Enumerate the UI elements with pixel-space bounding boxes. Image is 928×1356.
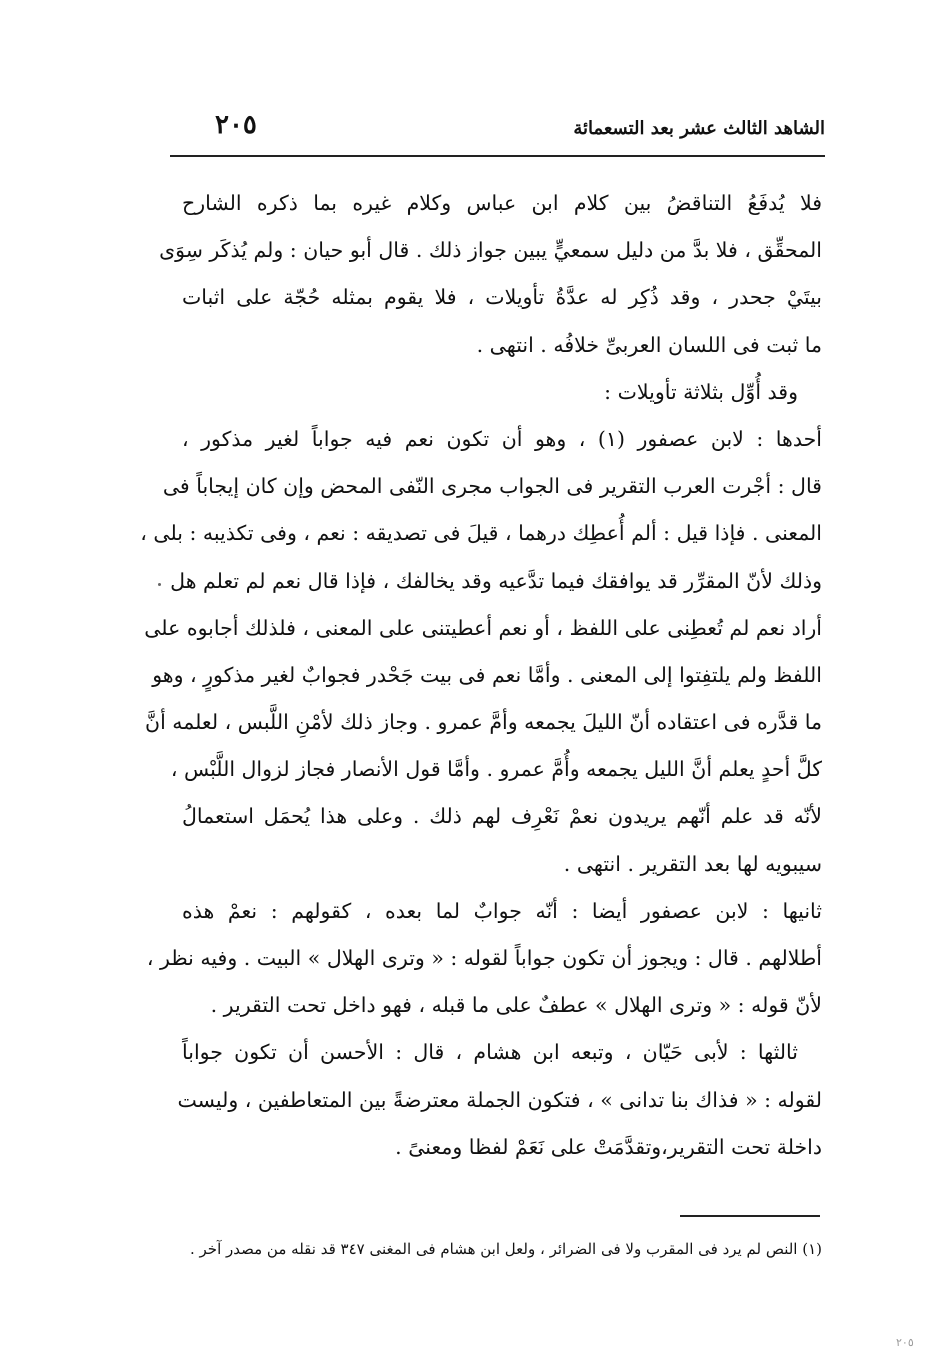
text-line: قال : أجْرت العرب التقرير فى الجواب مجرى النّفى المحض وإن كان إيجاباً فى — [162, 474, 822, 499]
text-line: لقوله : « فذاك بنا تدانى » ، فتكون الجملة معترضةً بين المتعاطفين ، وليست — [177, 1087, 822, 1112]
text-line: ثالثها : لأبى حَيّان ، وتبعه ابن هشام ، قال : الأحسن أن تكون جواباً — [182, 1040, 798, 1065]
text-line: فلا يُدفَعُ التناقضُ بين كلام ابن عباس وكلام غيره بما ذكره الشارح — [182, 191, 822, 215]
header-rule — [170, 155, 825, 157]
running-head — [170, 108, 825, 148]
text-line: أراد نعم لم تُعطِنى على اللفظ ، أو نعم أعطيتنى على المعنى ، فلذلك أجابوه على — [144, 615, 822, 640]
text-line: ثانيها : لابن عصفور أيضا : أنّه جوابٌ لما بعده ، كقولهم : نعمْ هذه — [182, 898, 822, 923]
text-line: ما قدَّره فى اعتقاده أنّ الليلَ يجمعه وأمَّ عمرو . وجاز ذلك لأمْنِ اللَّبس ، لعلمه أنَّ — [145, 710, 822, 735]
text-line: داخلة تحت التقرير،وتقدَّمَتْ على نَعَمْ لفظا ومعنىً . — [395, 1134, 822, 1159]
text-line: ما ثبت فى اللسان العربىِّ خلافُه . انتهى . — [476, 332, 822, 357]
scan-speck — [158, 583, 161, 586]
text-line: كلَّ أحدٍ يعلم أنَّ الليل يجمعه وأُمَّ عمرو . وأمَّا قول الأنصار فجاز لزوال اللَّبْس ، — [170, 757, 822, 782]
text-line: أحدها : لابن عصفور (١) ، وهو أن تكون نعم فيه جواباً لغير مذكور ، — [182, 426, 822, 451]
body-text — [140, 180, 822, 1171]
text-line: المعنى . فإذا قيل : ألم أُعطِك درهما ، قيلَ فى تصديقه : نعم ، وفى تكذيبه : بلى ، — [140, 521, 822, 546]
footnote-rule — [680, 1215, 820, 1217]
text-line: بيتَيْ جحدر ، وقد ذُكِر له عدَّةُ تأويلات ، فلا يقوم بمثله حُجّة على اثبات — [182, 285, 822, 310]
text-line: لأنّه قد علم أنّهم يريدون نعمْ نَعْرِف لهم ذلك . وعلى هذا يُحمَل استعمالُ — [182, 804, 822, 829]
text-line: سيبويه لها بعد التقرير . انتهى . — [563, 851, 822, 876]
text-line: وقد أُوِّل بثلاثة تأويلات : — [604, 379, 798, 404]
text-line: أطلالهم . قال : ويجوز أن تكون جواباً لقوله : « وترى الهلال » البيت . وفيه نظر ، — [146, 946, 822, 970]
running-title: الشاهد الثالث عشر بعد التسعمائة — [573, 118, 825, 139]
margin-page-mark: ٢٠٥ — [896, 1336, 914, 1349]
text-line: اللفظ ولم يلتفِتوا إلى المعنى . وأمَّا نعم فى بيت جَحْدر فجوابٌ لغير مذكورٍ ، وهو — [152, 662, 822, 687]
text-line: لأنّ قوله : « وترى الهلال » عطفٌ على ما قبله ، فهو داخل تحت التقرير . — [210, 993, 822, 1018]
text-line: وذلك لأنّ المقرِّر قد يوافقك فيما تدَّعيه وقد يخالفك ، فإذا قال نعم لم تعلم هل — [170, 568, 822, 593]
footnote: (١) النص لم يرد فى المقرب ولا فى الضرائر ، ولعل ابن هشام فى المغنى ٣٤٧ قد نقله من مصدر آخر . — [189, 1240, 822, 1258]
page-number: ٢٠٥ — [215, 110, 257, 140]
text-line: المحقِّق ، فلا بدَّ من دليل سمعيٍّ يبين جواز ذلك . قال أبو حيان : ولم يُذكَر سِوَى — [159, 238, 822, 263]
